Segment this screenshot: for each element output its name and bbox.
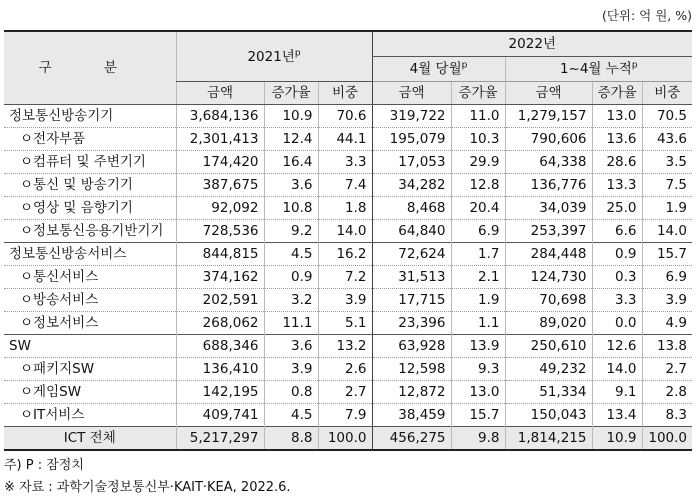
cell-growth-cumul: 0.3 [592, 266, 642, 289]
cell-amount-2021: 844,815 [176, 243, 264, 266]
cell-growth-month: 9.8 [451, 427, 505, 451]
cell-growth-cumul: 13.4 [592, 404, 642, 427]
cell-growth-month: 13.9 [451, 335, 505, 358]
row-label: ㅇ정보통신응용기반기기 [4, 220, 176, 243]
cell-growth-2021: 16.4 [264, 151, 318, 174]
cell-amount-cumul: 51,334 [505, 381, 592, 404]
cell-amount-month: 456,275 [372, 427, 451, 451]
cell-growth-month: 1.7 [451, 243, 505, 266]
cell-amount-cumul: 49,232 [505, 358, 592, 381]
cell-growth-cumul: 0.0 [592, 312, 642, 335]
cell-amount-cumul: 250,610 [505, 335, 592, 358]
col-share-cumul: 비중 [642, 82, 692, 105]
cell-share-cumul: 8.3 [642, 404, 692, 427]
cell-share-2021: 2.7 [318, 381, 372, 404]
cell-share-2021: 3.3 [318, 151, 372, 174]
cell-amount-2021: 374,162 [176, 266, 264, 289]
cell-share-2021: 2.6 [318, 358, 372, 381]
cell-share-2021: 100.0 [318, 427, 372, 451]
row-label: ㅇ영상 및 음향기기 [4, 197, 176, 220]
cell-amount-cumul: 64,338 [505, 151, 592, 174]
table-row [4, 197, 692, 220]
row-label: 정보통신방송기기 [9, 108, 114, 124]
table-row [4, 312, 692, 335]
table-row [4, 381, 692, 404]
cell-growth-cumul: 3.3 [592, 289, 642, 312]
cell-amount-2021: 409,741 [176, 404, 264, 427]
cell-growth-month: 15.7 [451, 404, 505, 427]
cell-share-cumul: 15.7 [642, 243, 692, 266]
cell-amount-2021: 136,410 [176, 358, 264, 381]
cell-growth-cumul: 14.0 [592, 358, 642, 381]
cell-growth-2021: 8.8 [264, 427, 318, 451]
cell-amount-cumul: 1,814,215 [505, 427, 592, 451]
footnote-source: ※ 자료 : 과학기술정보통신부·KAIT·KEA, 2022.6. [4, 480, 291, 495]
cell-share-2021: 16.2 [318, 243, 372, 266]
cell-amount-month: 31,513 [372, 266, 451, 289]
year-2022-header: 2022년 [372, 31, 692, 57]
cell-amount-2021: 92,092 [176, 197, 264, 220]
table-row [4, 220, 692, 243]
cell-growth-cumul: 9.1 [592, 381, 642, 404]
cell-amount-2021: 387,675 [176, 174, 264, 197]
cell-amount-cumul: 253,397 [505, 220, 592, 243]
row-label: ICT 전체 [4, 427, 176, 451]
cell-growth-month: 20.4 [451, 197, 505, 220]
cell-share-cumul: 100.0 [642, 427, 692, 451]
row-label: ㅇ방송서비스 [4, 289, 176, 312]
cell-growth-month: 2.1 [451, 266, 505, 289]
table-row [4, 128, 692, 151]
cell-growth-cumul: 25.0 [592, 197, 642, 220]
cell-amount-2021: 728,536 [176, 220, 264, 243]
cell-amount-2021: 3,684,136 [176, 105, 264, 128]
col-share-2021: 비중 [318, 82, 372, 105]
cell-growth-cumul: 13.0 [592, 105, 642, 128]
year-2021-header: 2021년$^p$ [176, 31, 372, 82]
cell-growth-month: 6.9 [451, 220, 505, 243]
cell-growth-month: 12.8 [451, 174, 505, 197]
table-row [4, 266, 692, 289]
cell-growth-cumul: 28.6 [592, 151, 642, 174]
cell-amount-month: 12,872 [372, 381, 451, 404]
cell-growth-2021: 11.1 [264, 312, 318, 335]
cell-amount-month: 72,624 [372, 243, 451, 266]
cell-growth-2021: 10.9 [264, 105, 318, 128]
cell-share-cumul: 4.9 [642, 312, 692, 335]
cell-amount-cumul: 89,020 [505, 312, 592, 335]
cell-share-cumul: 2.7 [642, 358, 692, 381]
cell-amount-cumul: 284,448 [505, 243, 592, 266]
cell-share-cumul: 7.5 [642, 174, 692, 197]
cell-amount-cumul: 70,698 [505, 289, 592, 312]
cell-share-2021: 3.9 [318, 289, 372, 312]
cell-amount-month: 12,598 [372, 358, 451, 381]
cell-growth-2021: 0.8 [264, 381, 318, 404]
cell-amount-month: 23,396 [372, 312, 451, 335]
cell-growth-2021: 9.2 [264, 220, 318, 243]
cell-share-cumul: 1.9 [642, 197, 692, 220]
cell-growth-cumul: 6.6 [592, 220, 642, 243]
cell-growth-2021: 3.6 [264, 335, 318, 358]
col-amount-month: 금액 [372, 82, 451, 105]
cell-amount-month: 34,282 [372, 174, 451, 197]
col-amount-2021: 금액 [176, 82, 264, 105]
row-label: ㅇ전자부품 [4, 128, 176, 151]
cell-growth-month: 11.0 [451, 105, 505, 128]
cell-growth-2021: 3.9 [264, 358, 318, 381]
table-row [4, 174, 692, 197]
cell-share-cumul: 3.5 [642, 151, 692, 174]
cell-amount-month: 17,053 [372, 151, 451, 174]
cell-amount-2021: 5,217,297 [176, 427, 264, 451]
cell-share-2021: 7.9 [318, 404, 372, 427]
ict-export-table [4, 30, 692, 451]
cell-share-2021: 7.4 [318, 174, 372, 197]
cell-growth-month: 1.1 [451, 312, 505, 335]
cell-share-cumul: 13.8 [642, 335, 692, 358]
table-body [4, 105, 692, 451]
cell-growth-month: 10.3 [451, 128, 505, 151]
cell-amount-2021: 688,346 [176, 335, 264, 358]
cell-growth-cumul: 12.6 [592, 335, 642, 358]
cell-amount-month: 8,468 [372, 197, 451, 220]
row-label: SW [4, 335, 176, 358]
table-row [4, 289, 692, 312]
cell-amount-cumul: 150,043 [505, 404, 592, 427]
cell-amount-2021: 202,591 [176, 289, 264, 312]
cell-amount-month: 319,722 [372, 105, 451, 128]
cell-growth-cumul: 10.9 [592, 427, 642, 451]
cell-amount-month: 64,840 [372, 220, 451, 243]
cell-growth-month: 9.3 [451, 358, 505, 381]
cell-share-cumul: 43.6 [642, 128, 692, 151]
cell-growth-month: 1.9 [451, 289, 505, 312]
cell-amount-month: 195,079 [372, 128, 451, 151]
row-label: ㅇ게임SW [4, 381, 176, 404]
row-label: ㅇIT서비스 [4, 404, 176, 427]
cell-growth-2021: 4.5 [264, 243, 318, 266]
cell-share-2021: 7.2 [318, 266, 372, 289]
table-row [4, 404, 692, 427]
row-label: ㅇ통신서비스 [4, 266, 176, 289]
cell-share-cumul: 3.9 [642, 289, 692, 312]
cell-share-2021: 44.1 [318, 128, 372, 151]
cell-amount-2021: 268,062 [176, 312, 264, 335]
cell-growth-2021: 3.6 [264, 174, 318, 197]
cell-amount-month: 17,715 [372, 289, 451, 312]
cell-amount-2021: 142,195 [176, 381, 264, 404]
table-row [4, 335, 692, 358]
col-amount-cumul: 금액 [505, 82, 592, 105]
col-growth-month: 증가율 [451, 82, 505, 105]
cell-amount-cumul: 136,776 [505, 174, 592, 197]
cell-growth-month: 29.9 [451, 151, 505, 174]
cell-growth-2021: 12.4 [264, 128, 318, 151]
table-row [4, 243, 692, 266]
cell-share-2021: 70.6 [318, 105, 372, 128]
cell-growth-cumul: 13.3 [592, 174, 642, 197]
col-growth-2021: 증가율 [264, 82, 318, 105]
cell-amount-month: 38,459 [372, 404, 451, 427]
cell-growth-month: 13.0 [451, 381, 505, 404]
table-row [4, 358, 692, 381]
cell-share-2021: 13.2 [318, 335, 372, 358]
col-growth-cumul: 증가율 [592, 82, 642, 105]
cell-share-2021: 1.8 [318, 197, 372, 220]
cell-share-cumul: 6.9 [642, 266, 692, 289]
cell-growth-2021: 0.9 [264, 266, 318, 289]
table-row [4, 105, 692, 128]
unit-note: (단위: 억 원, %) [601, 8, 692, 23]
row-label: 정보통신방송서비스 [4, 243, 176, 266]
month-header: 4월 당월$^p$ [372, 57, 505, 82]
table-header [4, 31, 692, 105]
row-label: ㅇ통신 및 방송기기 [4, 174, 176, 197]
cell-share-2021: 5.1 [318, 312, 372, 335]
cell-share-cumul: 70.5 [642, 105, 692, 128]
total-row [4, 427, 692, 451]
cell-share-2021: 14.0 [318, 220, 372, 243]
cumulative-header: 1~4월 누적$^p$ [505, 57, 692, 82]
cell-growth-2021: 10.8 [264, 197, 318, 220]
footnotes [4, 455, 291, 499]
table-row [4, 151, 692, 174]
cell-amount-cumul: 34,039 [505, 197, 592, 220]
cell-share-cumul: 14.0 [642, 220, 692, 243]
cell-growth-cumul: 13.6 [592, 128, 642, 151]
footnote-provisional: 주) P : 잠정치 [4, 458, 84, 473]
cell-amount-cumul: 1,279,157 [505, 105, 592, 128]
row-label: ㅇ컴퓨터 및 주변기기 [4, 151, 176, 174]
row-label: ㅇ정보서비스 [4, 312, 176, 335]
cell-amount-cumul: 124,730 [505, 266, 592, 289]
category-header: 구 분 [4, 31, 176, 105]
cell-growth-2021: 3.2 [264, 289, 318, 312]
cell-amount-2021: 2,301,413 [176, 128, 264, 151]
cell-growth-cumul: 0.9 [592, 243, 642, 266]
row-label: ㅇ패키지SW [4, 358, 176, 381]
cell-share-cumul: 2.8 [642, 381, 692, 404]
cell-amount-2021: 174,420 [176, 151, 264, 174]
cell-growth-2021: 4.5 [264, 404, 318, 427]
cell-amount-month: 63,928 [372, 335, 451, 358]
cell-amount-cumul: 790,606 [505, 128, 592, 151]
